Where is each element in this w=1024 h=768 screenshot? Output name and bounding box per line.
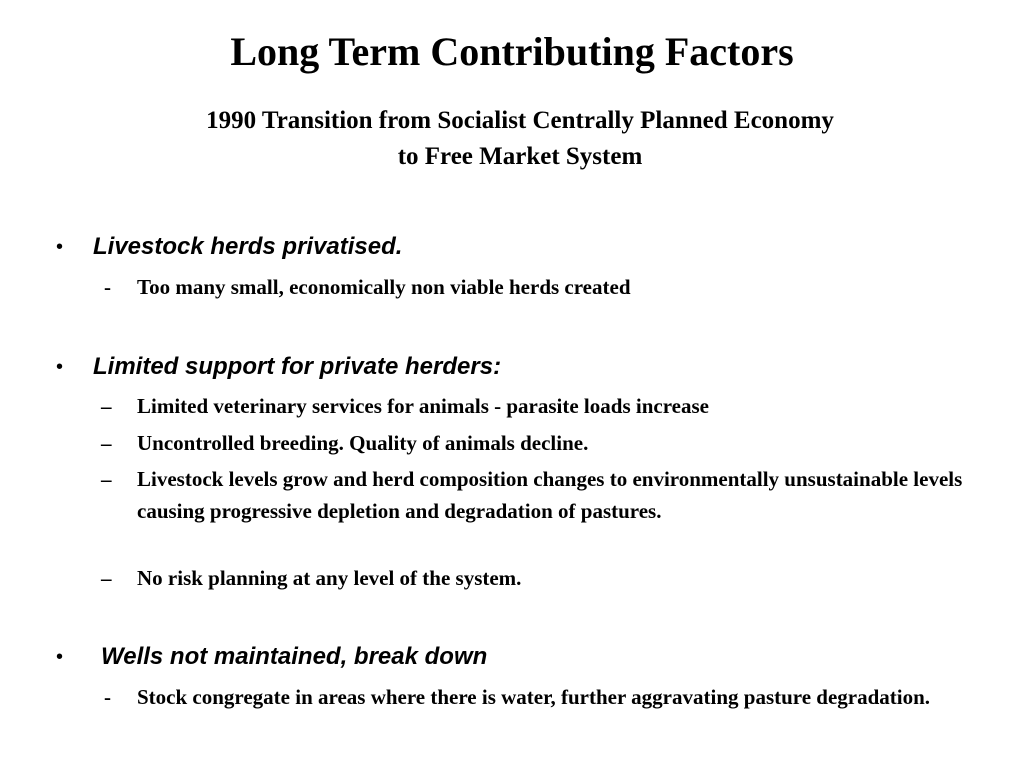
bullet-heading: Wells not maintained, break down bbox=[101, 643, 488, 670]
sub-bullet-marker: – bbox=[101, 467, 112, 491]
subtitle-line-1: 1990 Transition from Socialist Centrally Planned Economy bbox=[206, 107, 834, 134]
sub-bullet-marker: - bbox=[104, 275, 111, 299]
sub-bullet-marker: - bbox=[104, 685, 111, 709]
subtitle-line-2: to Free Market System bbox=[397, 143, 643, 170]
sub-bullet-marker: – bbox=[101, 431, 112, 455]
sub-bullet-text: Uncontrolled breeding. Quality of animals decline. bbox=[137, 431, 589, 455]
sub-bullet-text: Limited veterinary services for animals - parasite loads increase bbox=[137, 394, 709, 418]
sub-bullet-marker: – bbox=[101, 566, 112, 590]
sub-bullet-text: No risk planning at any level of the system. bbox=[137, 566, 522, 590]
sub-bullet-marker: – bbox=[101, 394, 112, 418]
bullet-marker: • bbox=[56, 646, 64, 668]
bullet-marker: • bbox=[56, 236, 64, 258]
slide-subtitle bbox=[120, 103, 920, 175]
sub-bullet-text: Too many small, economically non viable herds created bbox=[137, 275, 631, 299]
bullet-marker: • bbox=[56, 356, 64, 378]
bullet-heading: Livestock herds privatised. bbox=[93, 233, 403, 260]
bullet-heading: Limited support for private herders: bbox=[93, 353, 502, 380]
slide-title: Long Term Contributing Factors bbox=[230, 29, 794, 74]
sub-bullet-text: Stock congregate in areas where there is water, further aggravating pasture degradation. bbox=[137, 685, 931, 709]
sub-bullet-text: Livestock levels grow and herd composition changes to environmentally unsustainable levels causing progressive depletion and degradation of pastures. bbox=[137, 467, 963, 523]
